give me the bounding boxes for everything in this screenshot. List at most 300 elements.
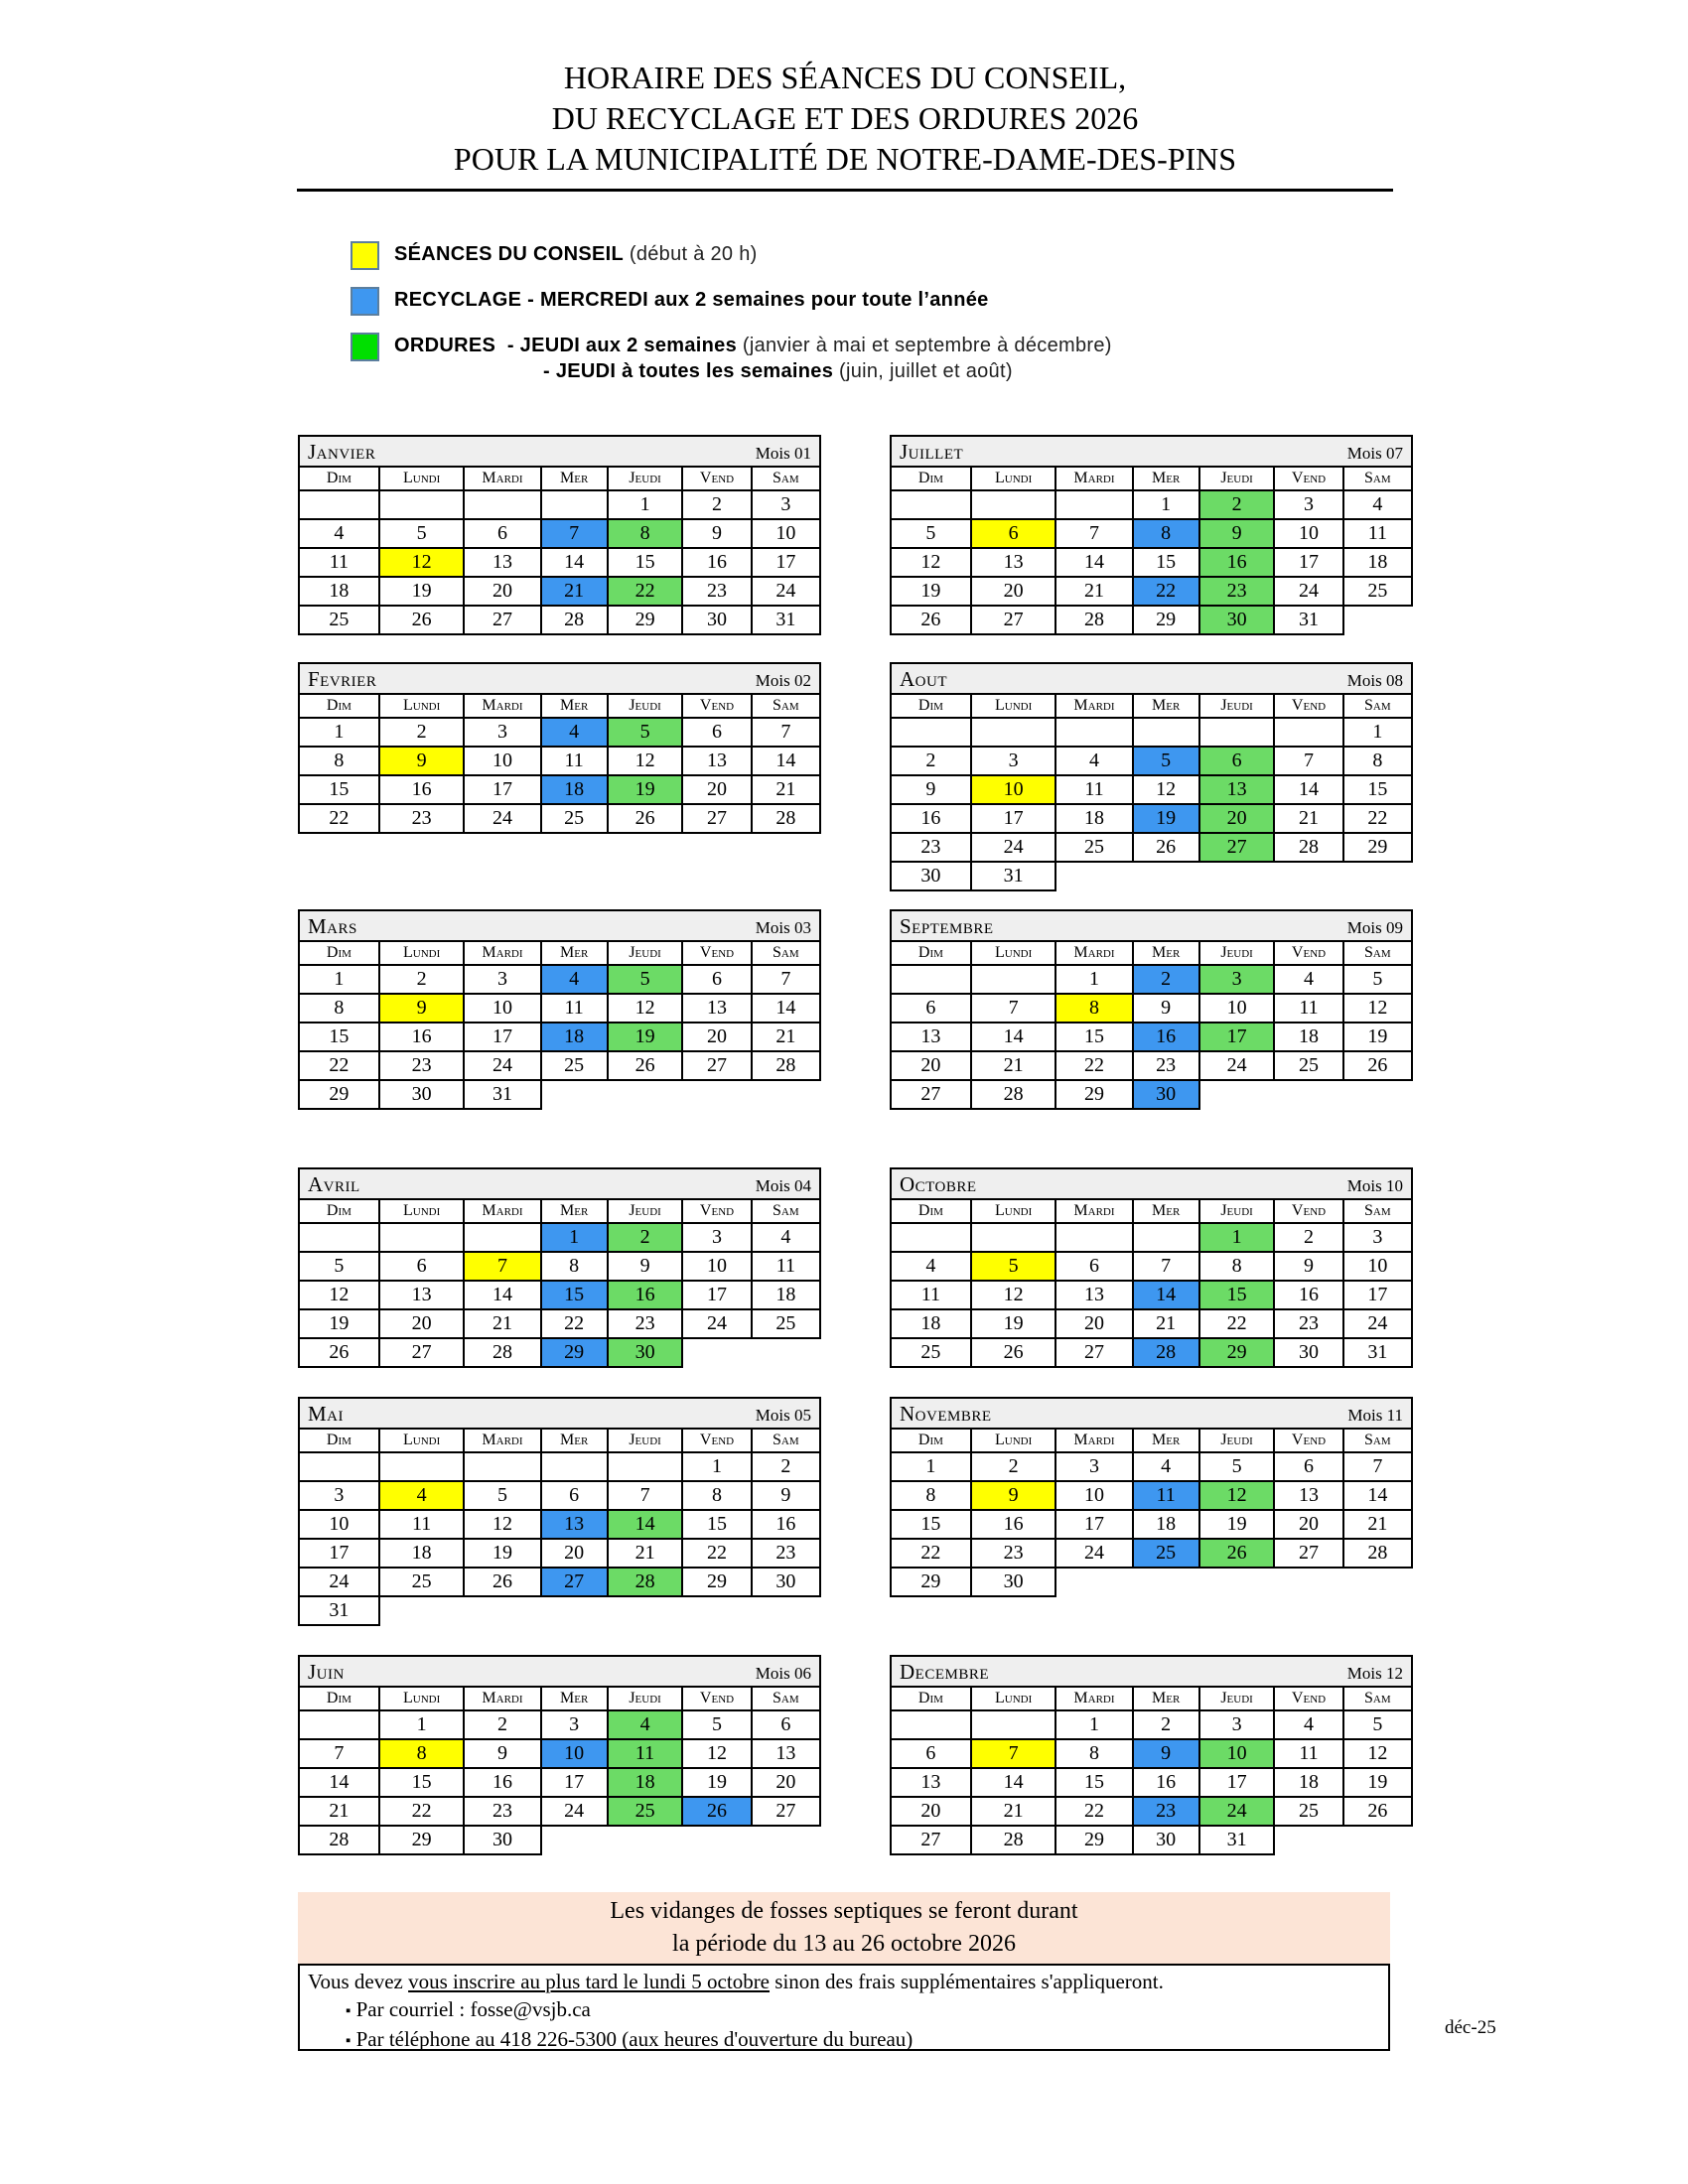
week-row: [891, 1252, 1412, 1281]
week-row: [891, 1797, 1412, 1826]
empty-day-cell: [299, 1452, 379, 1481]
council-day: 8: [1055, 994, 1132, 1023]
month-number-label: Mois 12: [1346, 1664, 1403, 1683]
garbage-day: 3: [1199, 965, 1275, 994]
day-cell: 18: [379, 1539, 465, 1568]
day-cell: 19: [1343, 1768, 1412, 1797]
day-cell: 23: [682, 577, 751, 606]
empty-day-cell: [971, 1710, 1056, 1739]
weekday-header: Sam: [1343, 1429, 1412, 1452]
empty-day-cell: [891, 490, 971, 519]
month-name: Aout: [900, 667, 947, 691]
recycling-day: 9: [1133, 1739, 1199, 1768]
page-title-line-2: DU RECYCLAGE ET DES ORDURES 2026: [551, 100, 1139, 136]
weekday-header: Lundi: [971, 1687, 1056, 1710]
weekday-header: Lundi: [971, 941, 1056, 965]
day-cell: 20: [891, 1797, 971, 1826]
empty-day-cell: [379, 1452, 465, 1481]
day-cell: 31: [752, 606, 820, 634]
day-cell: 20: [379, 1309, 465, 1338]
recycling-day: 21: [541, 577, 608, 606]
recycling-day: 4: [541, 965, 608, 994]
legend-garbage-rule-1: - JEUDI aux 2 semaines: [506, 335, 737, 356]
day-cell: 11: [299, 548, 379, 577]
day-cell: 10: [464, 747, 540, 775]
day-cell: 27: [891, 1826, 971, 1854]
empty-day-cell: [891, 718, 971, 747]
empty-day-cell: [971, 965, 1056, 994]
day-cell: 13: [682, 994, 751, 1023]
week-row: [299, 1797, 820, 1826]
day-cell: 16: [379, 775, 465, 804]
day-cell: 11: [541, 994, 608, 1023]
day-cell: 16: [682, 548, 751, 577]
day-cell: 24: [1274, 577, 1342, 606]
council-day: 9: [379, 994, 465, 1023]
day-cell: 23: [971, 1539, 1056, 1568]
day-cell: 26: [1343, 1051, 1412, 1080]
week-row: [299, 1338, 820, 1367]
week-row: [891, 747, 1412, 775]
day-cell: 2: [1133, 1710, 1199, 1739]
day-cell: 9: [891, 775, 971, 804]
month-number-label: Mois 06: [755, 1664, 811, 1683]
garbage-day: 30: [1199, 606, 1275, 634]
day-cell: 18: [299, 577, 379, 606]
month-grid: [298, 1428, 821, 1626]
day-cell: 29: [891, 1568, 971, 1596]
garbage-day: 25: [608, 1797, 683, 1826]
weekday-header: Mer: [1133, 1429, 1199, 1452]
day-cell: 7: [971, 994, 1056, 1023]
month-number-label: Mois 07: [1346, 444, 1403, 463]
month-header: [298, 909, 821, 940]
empty-day-cell: [1055, 1223, 1132, 1252]
week-row: [299, 1452, 820, 1481]
month-number-label: Mois 02: [755, 671, 811, 690]
day-cell: 10: [464, 994, 540, 1023]
month-name: Novembre: [900, 1402, 992, 1426]
empty-day-cell: [464, 1452, 540, 1481]
weekday-header: Dim: [891, 1199, 971, 1223]
legend-garbage-line-1: [394, 333, 1112, 358]
day-cell: 14: [752, 994, 820, 1023]
day-cell: 28: [1343, 1539, 1412, 1568]
weekday-header: Mardi: [1055, 1687, 1132, 1710]
day-cell: 23: [891, 833, 971, 862]
day-cell: 7: [752, 718, 820, 747]
day-cell: 15: [608, 548, 683, 577]
legend-recycling-text: [394, 287, 989, 313]
day-cell: 31: [1199, 1826, 1275, 1854]
garbage-day: 15: [1199, 1281, 1275, 1309]
day-cell: 3: [464, 718, 540, 747]
weekday-header: Mer: [541, 1687, 608, 1710]
day-cell: 19: [1343, 1023, 1412, 1051]
day-cell: 12: [608, 747, 683, 775]
day-cell: 11: [752, 1252, 820, 1281]
week-row: [891, 1739, 1412, 1768]
weekday-header: Jeudi: [608, 467, 683, 490]
day-cell: 6: [1274, 1452, 1342, 1481]
legend-garbage-note-2: (juin, juillet et août): [839, 360, 1013, 382]
recycling-day: 11: [1133, 1481, 1199, 1510]
day-cell: 8: [1055, 1739, 1132, 1768]
day-cell: 24: [971, 833, 1056, 862]
day-cell: 15: [1055, 1768, 1132, 1797]
day-cell: 30: [752, 1568, 820, 1596]
weekday-header: Jeudi: [1199, 1429, 1275, 1452]
legend-garbage-note-1: (janvier à mai et septembre à décembre): [742, 335, 1112, 356]
month-header: [890, 662, 1413, 693]
week-row: [891, 1710, 1412, 1739]
weekday-header: Mer: [1133, 1199, 1199, 1223]
day-cell: 6: [464, 519, 540, 548]
weekday-header: Mardi: [464, 694, 540, 718]
month-grid: [298, 466, 821, 635]
week-row: [891, 833, 1412, 862]
weekday-header: Dim: [299, 1429, 379, 1452]
septic-notice: [298, 1892, 1390, 1964]
day-cell: 2: [752, 1452, 820, 1481]
month-header: [298, 435, 821, 466]
week-row: [891, 775, 1412, 804]
day-cell: 29: [1133, 606, 1199, 634]
day-cell: 7: [752, 965, 820, 994]
day-cell: 12: [608, 994, 683, 1023]
day-cell: 6: [752, 1710, 820, 1739]
day-cell: 29: [1055, 1080, 1132, 1109]
day-cell: 3: [1274, 490, 1342, 519]
weekday-header: Mardi: [1055, 1429, 1132, 1452]
weekday-header: Lundi: [379, 1199, 465, 1223]
garbage-day: 4: [608, 1710, 683, 1739]
week-row: [891, 1452, 1412, 1481]
day-cell: 17: [464, 1023, 540, 1051]
day-cell: 13: [752, 1739, 820, 1768]
empty-day-cell: [464, 490, 540, 519]
weekday-header: Dim: [891, 1429, 971, 1452]
empty-day-cell: [541, 1452, 608, 1481]
day-cell: 25: [1343, 577, 1412, 606]
week-row: [891, 519, 1412, 548]
day-cell: 4: [1133, 1452, 1199, 1481]
month-calendar-decembre: [890, 1655, 1413, 1855]
day-cell: 19: [682, 1768, 751, 1797]
garbage-day: 12: [1199, 1481, 1275, 1510]
recycling-day: 8: [1133, 519, 1199, 548]
day-cell: 11: [1055, 775, 1132, 804]
council-day: 8: [379, 1739, 465, 1768]
day-cell: 11: [1274, 1739, 1342, 1768]
day-cell: 15: [1055, 1023, 1132, 1051]
day-cell: 21: [299, 1797, 379, 1826]
week-row: [299, 1252, 820, 1281]
weekday-header: Mardi: [464, 467, 540, 490]
week-row: [299, 490, 820, 519]
month-header: [298, 1397, 821, 1428]
day-cell: 21: [464, 1309, 540, 1338]
contact-email: [308, 1995, 1380, 2025]
month-number-label: Mois 10: [1346, 1176, 1403, 1195]
weekday-header: Sam: [752, 941, 820, 965]
day-cell: 26: [971, 1338, 1056, 1367]
weekday-header: Jeudi: [608, 694, 683, 718]
month-number-label: Mois 08: [1346, 671, 1403, 690]
day-cell: 8: [1199, 1252, 1275, 1281]
weekday-header: Mer: [1133, 1687, 1199, 1710]
garbage-day: 20: [1199, 804, 1275, 833]
day-cell: 2: [464, 1710, 540, 1739]
weekday-header: Dim: [299, 694, 379, 718]
day-cell: 11: [541, 747, 608, 775]
day-cell: 16: [752, 1510, 820, 1539]
day-cell: 15: [682, 1510, 751, 1539]
day-cell: 3: [1343, 1223, 1412, 1252]
weekday-header: Vend: [1274, 694, 1342, 718]
day-cell: 15: [299, 1023, 379, 1051]
council-day: 10: [971, 775, 1056, 804]
day-cell: 2: [379, 965, 465, 994]
recycling-day: 1: [541, 1223, 608, 1252]
day-cell: 28: [1055, 606, 1132, 634]
week-row: [891, 577, 1412, 606]
day-cell: 23: [1274, 1309, 1342, 1338]
day-cell: 25: [299, 606, 379, 634]
garbage-day: 5: [608, 965, 683, 994]
square-bullet-icon: ▪: [346, 2033, 352, 2049]
week-row: [891, 1281, 1412, 1309]
day-cell: 15: [379, 1768, 465, 1797]
garbage-day: 10: [1199, 1739, 1275, 1768]
recycling-day: 13: [541, 1510, 608, 1539]
day-cell: 1: [299, 718, 379, 747]
weekday-header: Vend: [682, 941, 751, 965]
weekday-header: Lundi: [971, 1199, 1056, 1223]
day-cell: 3: [299, 1481, 379, 1510]
month-number-label: Mois 01: [755, 444, 811, 463]
week-row: [299, 1080, 820, 1109]
month-grid: [890, 1686, 1413, 1855]
week-row: [891, 804, 1412, 833]
empty-day-cell: [299, 490, 379, 519]
weekday-header: Dim: [299, 1687, 379, 1710]
day-cell: 28: [752, 1051, 820, 1080]
weekday-header: Mer: [541, 1199, 608, 1223]
weekday-header: Dim: [299, 1199, 379, 1223]
day-cell: 25: [379, 1568, 465, 1596]
day-cell: 12: [299, 1281, 379, 1309]
weekday-header: Mardi: [464, 1199, 540, 1223]
day-cell: 30: [1133, 1826, 1199, 1854]
day-cell: 21: [1274, 804, 1342, 833]
day-cell: 12: [1343, 1739, 1412, 1768]
day-cell: 6: [682, 718, 751, 747]
day-cell: 1: [608, 490, 683, 519]
empty-day-cell: [379, 490, 465, 519]
day-cell: 22: [891, 1539, 971, 1568]
weekday-header: Dim: [891, 1687, 971, 1710]
day-cell: 13: [891, 1023, 971, 1051]
day-cell: 19: [1199, 1510, 1275, 1539]
weekday-header: Jeudi: [608, 1429, 683, 1452]
weekday-header: Vend: [1274, 467, 1342, 490]
week-row: [891, 1481, 1412, 1510]
day-cell: 23: [752, 1539, 820, 1568]
day-cell: 13: [1055, 1281, 1132, 1309]
week-row: [299, 804, 820, 833]
page-title-line-3: POUR LA MUNICIPALITÉ DE NOTRE-DAME-DES-PINS: [453, 141, 1237, 177]
week-row: [299, 1223, 820, 1252]
day-cell: 4: [891, 1252, 971, 1281]
day-cell: 27: [891, 1080, 971, 1109]
month-header: [890, 435, 1413, 466]
day-cell: 24: [541, 1797, 608, 1826]
day-cell: 13: [682, 747, 751, 775]
day-cell: 5: [682, 1710, 751, 1739]
week-row: [891, 1826, 1412, 1854]
day-cell: 20: [1274, 1510, 1342, 1539]
day-cell: 18: [1133, 1510, 1199, 1539]
recycling-day: 2: [1133, 965, 1199, 994]
empty-day-cell: [1055, 490, 1132, 519]
week-row: [299, 1281, 820, 1309]
weekday-header: Mardi: [1055, 694, 1132, 718]
day-cell: 27: [682, 1051, 751, 1080]
month-name: Octobre: [900, 1172, 977, 1196]
day-cell: 19: [971, 1309, 1056, 1338]
day-cell: 2: [891, 747, 971, 775]
garbage-day: 17: [1199, 1023, 1275, 1051]
day-cell: 8: [541, 1252, 608, 1281]
day-cell: 7: [1055, 519, 1132, 548]
garbage-day: 19: [608, 775, 683, 804]
weekday-header: Mardi: [1055, 941, 1132, 965]
council-day: 9: [379, 747, 465, 775]
day-cell: 28: [971, 1080, 1056, 1109]
day-cell: 27: [379, 1338, 465, 1367]
day-cell: 5: [1199, 1452, 1275, 1481]
month-calendar-fevrier: [298, 662, 821, 834]
week-row: [891, 718, 1412, 747]
day-cell: 30: [1274, 1338, 1342, 1367]
recycling-day: 27: [541, 1568, 608, 1596]
day-cell: 17: [464, 775, 540, 804]
empty-day-cell: [541, 490, 608, 519]
day-cell: 1: [379, 1710, 465, 1739]
council-day: 12: [379, 548, 465, 577]
day-cell: 6: [541, 1481, 608, 1510]
day-cell: 26: [299, 1338, 379, 1367]
day-cell: 30: [682, 606, 751, 634]
day-cell: 8: [1343, 747, 1412, 775]
empty-day-cell: [891, 1223, 971, 1252]
weekday-header: Mardi: [464, 1687, 540, 1710]
weekday-header: Mer: [541, 941, 608, 965]
weekday-header: Mer: [541, 467, 608, 490]
day-cell: 22: [299, 804, 379, 833]
week-row: [299, 1710, 820, 1739]
recycling-day: 23: [1133, 1797, 1199, 1826]
day-cell: 7: [1343, 1452, 1412, 1481]
weekday-header: Mardi: [464, 1429, 540, 1452]
garbage-day: 27: [1199, 833, 1275, 862]
week-row: [891, 1338, 1412, 1367]
day-cell: 20: [541, 1539, 608, 1568]
day-cell: 30: [971, 1568, 1056, 1596]
document-header: [297, 58, 1393, 192]
day-cell: 26: [608, 804, 683, 833]
week-row: [299, 994, 820, 1023]
day-cell: 8: [299, 994, 379, 1023]
day-cell: 20: [682, 775, 751, 804]
day-cell: 31: [1343, 1338, 1412, 1367]
day-cell: 22: [299, 1051, 379, 1080]
legend: [351, 241, 1112, 401]
day-cell: 23: [379, 804, 465, 833]
legend-item-recycling: [351, 287, 1112, 316]
day-cell: 4: [752, 1223, 820, 1252]
empty-day-cell: [299, 1710, 379, 1739]
recycling-day: 30: [1133, 1080, 1199, 1109]
month-name: Septembre: [900, 914, 994, 938]
registration-info: [298, 1964, 1390, 2051]
recycling-day: 25: [1133, 1539, 1199, 1568]
contact-phone: [308, 2025, 1380, 2055]
day-cell: 29: [299, 1080, 379, 1109]
week-row: [299, 606, 820, 634]
weekday-header: Sam: [752, 1429, 820, 1452]
day-cell: 20: [752, 1768, 820, 1797]
day-cell: 3: [464, 965, 540, 994]
empty-day-cell: [379, 1223, 465, 1252]
registration-deadline-pre: Vous devez: [308, 1970, 409, 1993]
day-cell: 22: [379, 1797, 465, 1826]
day-cell: 23: [464, 1797, 540, 1826]
week-row: [299, 1568, 820, 1596]
day-cell: 24: [752, 577, 820, 606]
weekday-header: Sam: [752, 694, 820, 718]
day-cell: 1: [1055, 1710, 1132, 1739]
weekday-header: Sam: [1343, 467, 1412, 490]
garbage-day: 16: [1199, 548, 1275, 577]
week-row: [891, 490, 1412, 519]
week-row: [299, 1826, 820, 1854]
day-cell: 9: [1133, 994, 1199, 1023]
empty-day-cell: [608, 1452, 683, 1481]
council-day: 6: [971, 519, 1056, 548]
day-cell: 17: [682, 1281, 751, 1309]
day-cell: 17: [299, 1539, 379, 1568]
weekday-header: Jeudi: [1199, 1687, 1275, 1710]
contact-phone-text: Par téléphone au 418 226-5300 (aux heures d'ouverture du bureau): [355, 2027, 914, 2051]
day-cell: 13: [464, 548, 540, 577]
weekday-header: Jeudi: [1199, 694, 1275, 718]
week-row: [891, 1223, 1412, 1252]
day-cell: 3: [541, 1710, 608, 1739]
day-cell: 15: [299, 775, 379, 804]
day-cell: 1: [1343, 718, 1412, 747]
week-row: [299, 718, 820, 747]
garbage-color-swatch: [351, 333, 379, 361]
garbage-day: 23: [1199, 577, 1275, 606]
day-cell: 20: [891, 1051, 971, 1080]
day-cell: 25: [541, 804, 608, 833]
council-day: 5: [971, 1252, 1056, 1281]
weekday-header: Jeudi: [1199, 941, 1275, 965]
day-cell: 22: [682, 1539, 751, 1568]
day-cell: 3: [971, 747, 1056, 775]
